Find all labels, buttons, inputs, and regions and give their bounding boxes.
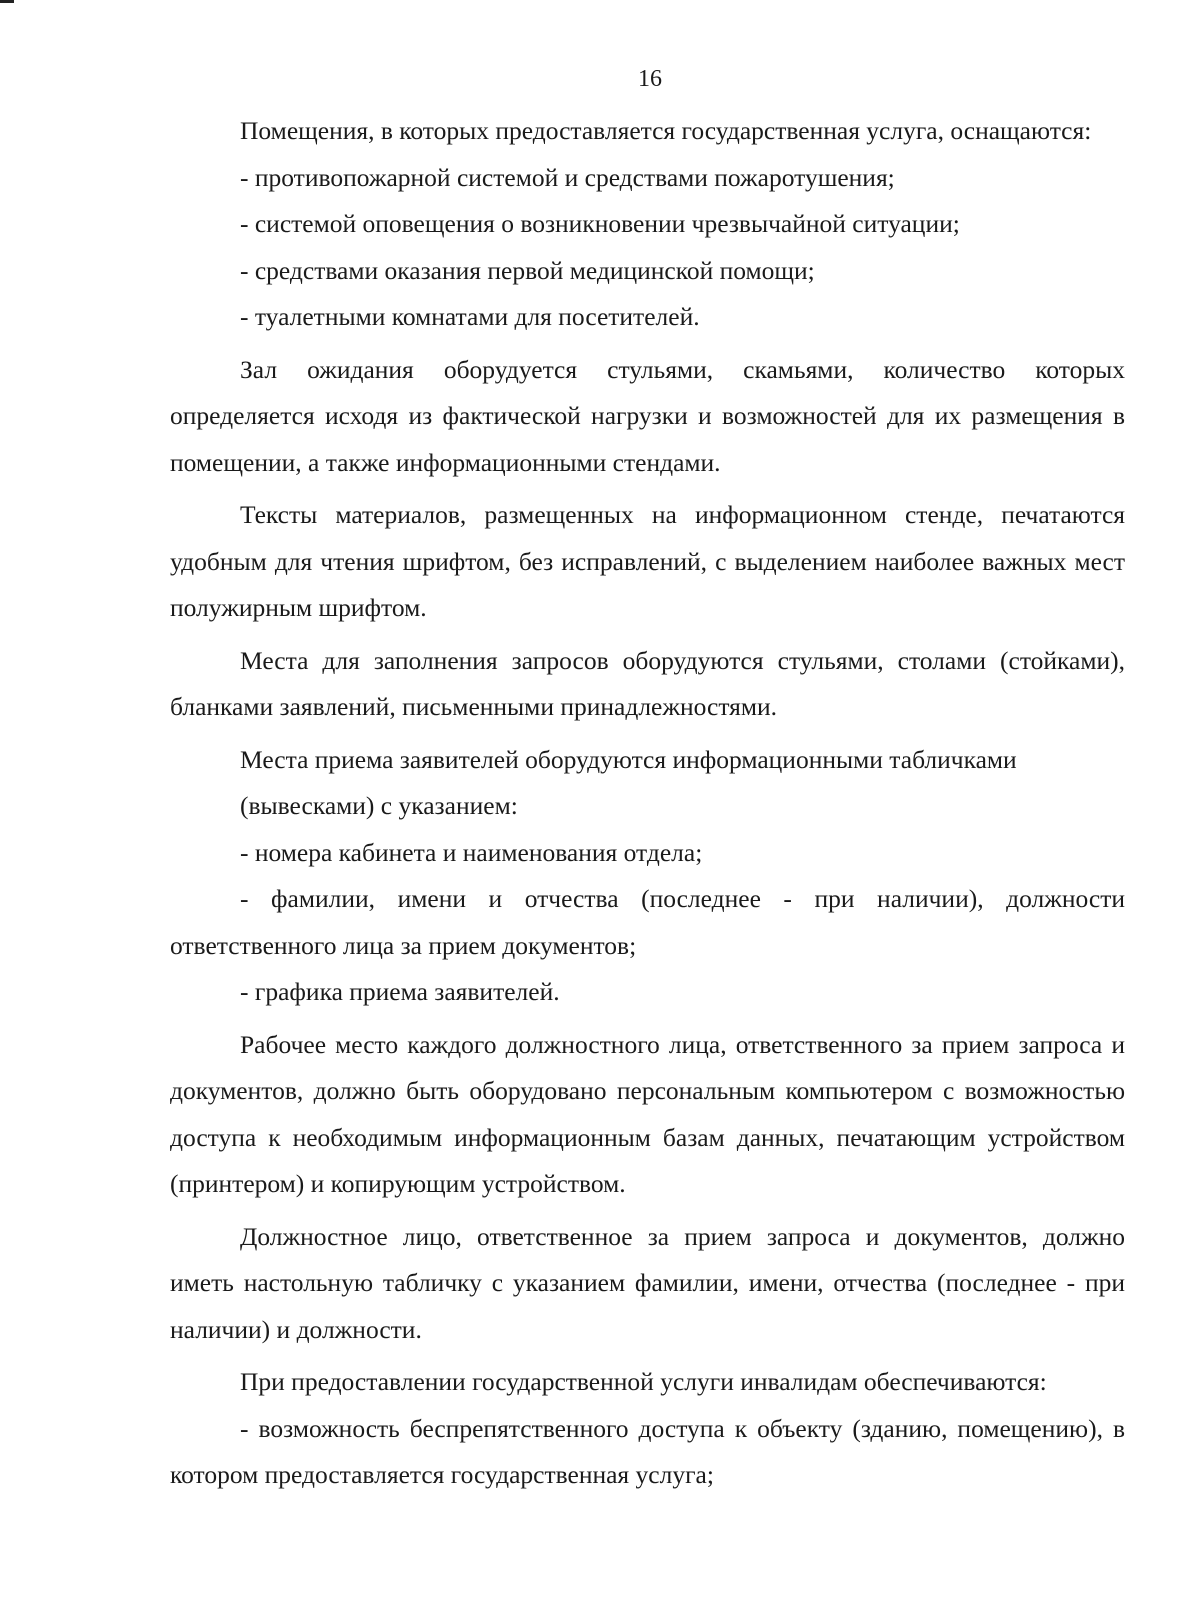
list-item-barrier-free-access: - возможность беспрепятственного доступа к объекту (зданию, помещению), в котором предоставляется государственная услуга; <box>170 1413 1125 1489</box>
list-item-schedule: - графика приема заявителей. <box>240 977 560 1006</box>
paragraph-desk-plate: Должностное лицо, ответственное за прием запроса и документов, должно иметь настольную табличку с указанием фамилии, имени, отчества (последнее - при наличии) и должности. <box>170 1221 1125 1344</box>
paragraph-stand-texts: Тексты материалов, размещенных на информационном стенде, печатаются удобным для чтения шрифтом, без исправлений, с выделением наиболее важных мест полужирным шрифтом. <box>170 500 1125 622</box>
paragraph-premises: Помещения, в которых предоставляется государственная услуга, оснащаются: <box>240 116 1092 145</box>
list-item-full-name: - фамилии, имени и отчества (последнее - при наличии), должности ответственного лица за прием документов; <box>170 884 1125 960</box>
paragraph-workplace: Рабочее место каждого должностного лица, ответственного за прием запроса и документов, должно быть оборудовано персональным компьютером с возможностью доступа к необходимым информационным базам данных, печатающим устройством (принтером) и копирующим устройством. <box>170 1029 1125 1198</box>
document-body <box>170 108 1125 1499</box>
paragraph-disabled-access: При предоставлении государственной услуги инвалидам обеспечиваются: <box>240 1367 1047 1396</box>
list-item-restrooms: - туалетными комнатами для посетителей. <box>240 302 700 331</box>
paragraph-waiting-hall: Зал ожидания оборудуется стульями, скамьями, количество которых определяется исходя из фактической нагрузки и возможностей для их размещения в помещении, а также информационными стендами. <box>170 354 1125 477</box>
paragraph-reception-places: Места приема заявителей оборудуются информационными табличками <box>240 744 1017 774</box>
page-number: 16 <box>638 66 662 92</box>
list-item-office-number: - номера кабинета и наименования отдела; <box>240 837 703 867</box>
paragraph-request-places: Места для заполнения запросов оборудуются стульями, столами (стойками), бланками заявлений, письменными принадлежностями. <box>170 645 1125 721</box>
list-item-alert-system: - системой оповещения о возникновении чрезвычайной ситуации; <box>240 209 960 238</box>
paragraph-signs: (вывесками) с указанием: <box>240 791 518 820</box>
scan-edge-mark <box>0 0 14 3</box>
list-item-first-aid: - средствами оказания первой медицинской помощи; <box>240 255 815 285</box>
list-item-fire-system: - противопожарной системой и средствами пожаротушения; <box>240 162 895 192</box>
